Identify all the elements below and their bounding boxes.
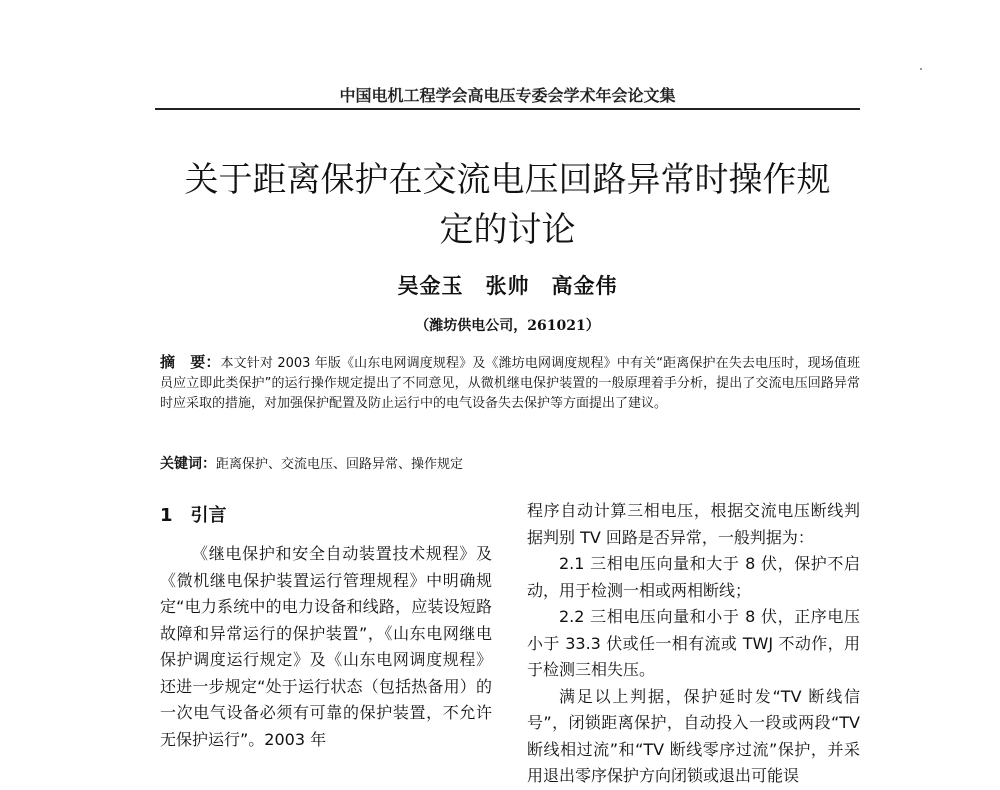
affiliation: （潍坊供电公司，261021） (415, 318, 600, 334)
header-rule (155, 108, 860, 110)
abstract-label: 摘 要： (160, 353, 221, 371)
title-line-2: 定的讨论 (439, 210, 576, 250)
keywords-label: 关键词： (160, 456, 216, 472)
title-line-1: 关于距离保护在交流电压回路异常时操作规 (184, 160, 831, 200)
journal-header: 中国电机工程学会高电压专委会学术年会论文集 (339, 86, 676, 105)
keywords (160, 453, 860, 473)
right-column (527, 498, 860, 790)
criterion-2-2: 2.2 三相电压向量和小于 8 伏，正序电压小于 33.3 伏或任一相有流或 TWJ 不动作，用于检测三相失压。 (527, 607, 860, 679)
section-heading-introduction: 1 引言 (160, 505, 227, 526)
criteria-conclusion: 满足以上判据，保护延时发“TV 断线信号”，闭锁距离保护，自动投入一段或两段“TV 断线相过流”和“TV 断线零序过流”保护，并采用退出零序保护方向闭锁或退出可能误 (527, 686, 860, 785)
criteria-intro: 程序自动计算三相电压，根据交流电压断线判据判别 TV 回路是否异常，一般判据为： (527, 501, 860, 547)
abstract-text: 本文针对 2003 年版《山东电网调度规程》及《潍坊电网调度规程》中有关“距离保护在失去电压时，现场值班员应立即此类保护”的运行操作规定提出了不同意见，从微机继电保护装置的一般原理着手分析，提出了交流电压回路异常时应采取的措施，对加强保护配置及防止运行中的电气设备失去保护等方面提出了建议。 (160, 356, 860, 411)
scan-speck (920, 68, 922, 70)
paper-title (140, 155, 875, 255)
authors: 吴金玉 张帅 高金伟 (397, 273, 618, 298)
criterion-2-1: 2.1 三相电压向量和大于 8 伏，保护不启动，用于检测一相或两相断线； (527, 554, 860, 600)
keywords-text: 距离保护、交流电压、回路异常、操作规定 (216, 457, 464, 472)
introduction-paragraph: 《继电保护和安全自动装置技术规程》及《微机继电保护装置运行管理规程》中明确规定“电力系统中的电力设备和线路，应装设短路故障和异常运行的保护装置”，《山东电网继电保护调度运行规定》及《山东电网调度规程》还进一步规定“处于运行状态（包括热备用）的一次电气设备必须有可靠的保护装置，不允许无保护运行”。2003 年 (160, 544, 492, 749)
left-column (160, 498, 492, 753)
abstract (160, 352, 860, 414)
